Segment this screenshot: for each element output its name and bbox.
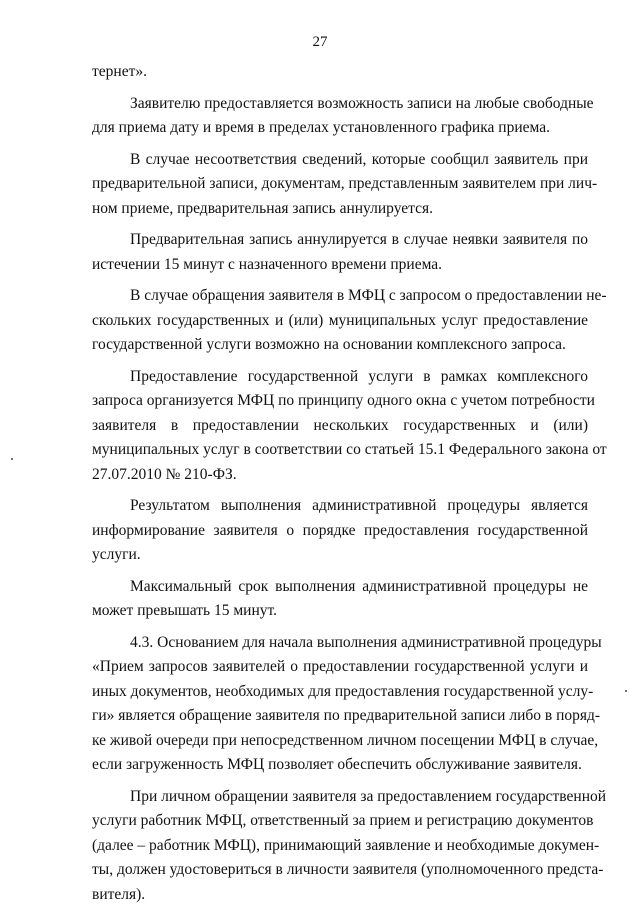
text-line: Предоставление государственной услуги в рамках комплексного xyxy=(130,367,588,385)
text-line: 27.07.2010 № 210-ФЗ. xyxy=(92,465,237,483)
paragraph xyxy=(92,228,588,277)
text-line: для приема дату и время в пределах установленного графика приема. xyxy=(92,119,550,136)
paragraph xyxy=(92,92,594,141)
text-line: если загруженность МФЦ позволяет обеспечить обслуживание заявителя. xyxy=(92,756,582,773)
text-line: информирование заявителя о порядке предоставления государственной xyxy=(92,521,588,539)
paragraph xyxy=(92,284,607,358)
text-line: ном приеме, предварительная запись аннулируется. xyxy=(92,199,433,217)
paragraph xyxy=(92,785,607,908)
text-line: ги» является обращение заявителя по предварительной записи либо в поряд- xyxy=(92,707,601,724)
text-line: Результатом выполнения административной процедуры является xyxy=(130,497,588,514)
paragraph xyxy=(92,148,598,222)
page-number: 27 xyxy=(312,34,328,50)
text-line: (далее – работник МФЦ), принимающий заявление и необходимые докумен- xyxy=(92,836,600,854)
text-line: Предварительная запись аннулируется в случае неявки заявителя по xyxy=(130,231,588,248)
text-line: Максимальный срок выполнения административной процедуры не xyxy=(130,577,588,595)
text-line: ты, должен удостовериться в личности заявителя (уполномоченного предста- xyxy=(92,861,604,878)
text-line: ке живой очереди при непосредственном личном посещении МФЦ в случае, xyxy=(92,731,599,749)
paragraph xyxy=(92,575,588,624)
text-line: государственной услуги возможно на основании комплексного запроса. xyxy=(92,336,566,353)
text-line: предварительной записи, документам, представленным заявителем при лич- xyxy=(92,175,598,192)
scan-speck xyxy=(625,690,627,692)
text-line: «Прием запросов заявителей о предоставлении государственной услуги и xyxy=(92,658,588,675)
text-line: услуги. xyxy=(92,546,141,563)
text-line: скольких государственных и (или) муниципальных услуг предоставление xyxy=(92,311,588,329)
text-line: запроса организуется МФЦ по принципу одного окна с учетом потребности xyxy=(92,392,595,409)
paragraph xyxy=(92,60,588,85)
text-line: услуги работник МФЦ, ответственный за прием и регистрацию документов xyxy=(92,812,594,829)
paragraph xyxy=(92,494,588,568)
text-line: В случае несоответствия сведений, которые сообщил заявитель при xyxy=(130,150,588,168)
text-line: иных документов, необходимых для предоставления государственной услу- xyxy=(92,682,594,700)
text-line: вителя). xyxy=(92,885,146,903)
document-body xyxy=(92,60,607,914)
paragraph xyxy=(92,631,602,778)
text-line: заявителя в предоставлении нескольких государственных и (или) xyxy=(92,416,588,434)
scan-speck xyxy=(11,458,13,460)
text-line: истечении 15 минут с назначенного времени приема. xyxy=(92,255,443,273)
text-line: может превышать 15 минут. xyxy=(92,602,278,619)
paragraph xyxy=(92,365,607,488)
text-line: Заявителю предоставляется возможность записи на любые свободные xyxy=(130,94,594,112)
text-line: В случае обращения заявителя в МФЦ с запросом о предоставлении не- xyxy=(130,287,607,304)
text-line: При личном обращении заявителя за предоставлением государственной xyxy=(130,787,607,805)
text-line: тернет». xyxy=(92,63,147,80)
text-line: муниципальных услуг в соответствии со статьей 15.1 Федерального закона от xyxy=(92,441,607,458)
text-line: 4.3. Основанием для начала выполнения административной процедуры xyxy=(130,633,602,651)
